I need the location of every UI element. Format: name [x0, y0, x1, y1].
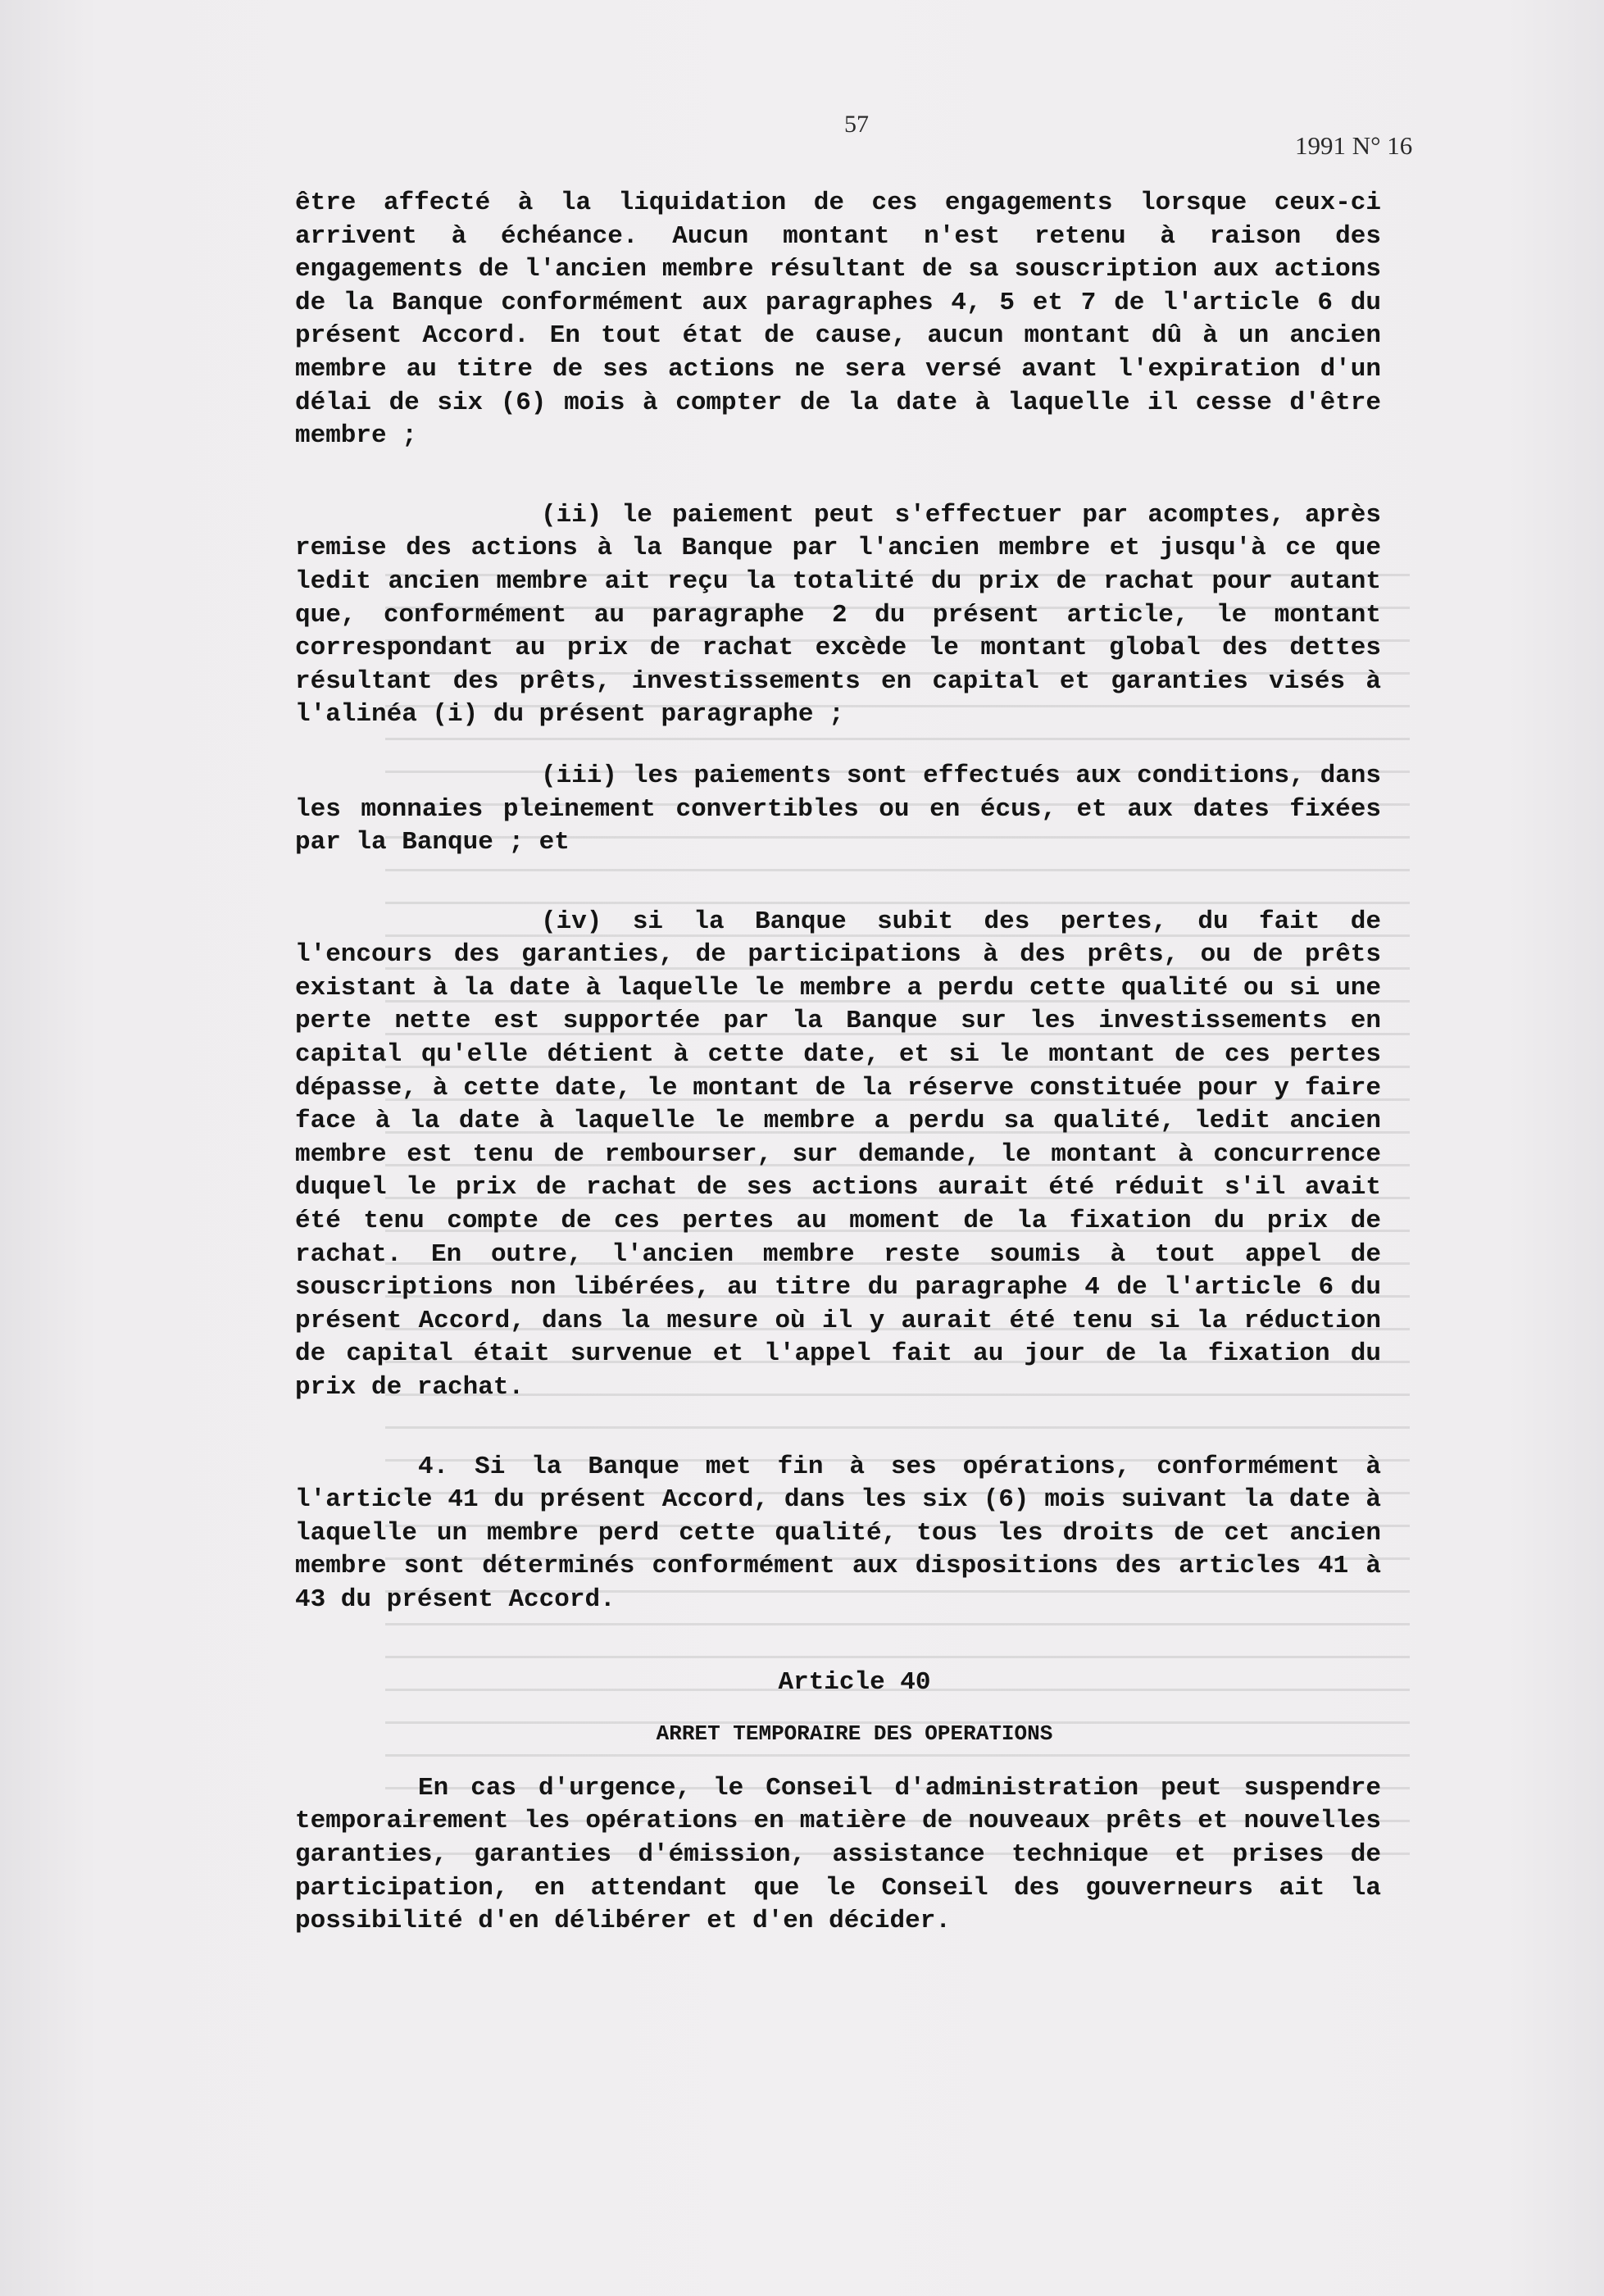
article-text: En cas d'urgence, le Conseil d'administration peut suspendre temporairement les opérations en matière de nouveaux prêts et nouvelles garanties, garanties d'émission, assistance technique et prises de participation, en attendant que le Conseil des gouverneurs ait la possibilité d'en délibérer et d'en décider. — [295, 1773, 1381, 1936]
paragraph-item-iii: (iii) les paiements sont effectués aux conditions, dans les monnaies pleinement convertibles ou en écus, et aux dates fixées par la Banque ; et — [295, 761, 1381, 857]
article-subtitle: ARRET TEMPORAIRE DES OPERATIONS — [656, 1721, 1053, 1747]
document-reference: 1991 N° 16 — [1295, 131, 1413, 160]
paragraph-item-ii: (ii) le paiement peut s'effectuer par acomptes, après remise des actions à la Banque par l'ancien membre et jusqu'à ce que ledit ancien membre ait reçu la totalité du prix de rachat pour autant que, conformément au paragraphe 2 du présent article, le montant correspondant au prix de rachat excède le montant global des dettes résultant des prêts, investissements en capital et garanties visés à l'alinéa (i) du présent paragraphe ; — [295, 500, 1381, 730]
page-number: 57 — [844, 111, 869, 138]
paragraph-continuation: être affecté à la liquidation de ces engagements lorsque ceux-ci arrivent à échéance. Aucun montant n'est retenu à raison des engagements de l'ancien membre résultant de sa souscription aux actions de la Banque conformément aux paragraphes 4, 5 et 7 de l'article 6 du présent Accord. En tout état de cause, aucun montant dû à un ancien membre au titre de ses actions ne sera versé avant l'expiration d'un délai de six (6) mois à compter de la date à laquelle il cesse d'être membre ; — [295, 189, 1381, 451]
paragraph-4: 4. Si la Banque met fin à ses opérations, conformément à l'article 41 du présent Accord, dans les six (6) mois suivant la date à laquelle un membre perd cette qualité, tous les droits de cet ancien membre sont déterminés conformément aux dispositions des articles 41 à 43 du présent Accord. — [295, 1452, 1381, 1614]
paragraph-item-iv: (iv) si la Banque subit des pertes, du fait de l'encours des garanties, de participations à des prêts, ou de prêts existant à la date à laquelle le membre a perdu cette qualité ou si une perte nette est supportée par la Banque sur les investissements en capital qu'elle détient à cette date, et si le montant de ces pertes dépasse, à cette date, le montant de la réserve constituée pour y faire face à la date à laquelle le membre a perdu sa qualité, ledit ancien membre est tenu de rembourser, sur demande, le montant à concurrence duquel le prix de rachat de ses actions aurait été réduit s'il avait été tenu compte de ces pertes au moment de la fixation du prix de rachat. En outre, l'ancien membre reste soumis à tout appel de souscriptions non libérées, au titre du paragraphe 4 de l'article 6 du présent Accord, dans la mesure où il y aurait été tenu si la réduction de capital était survenue et l'appel fait au jour de la fixation du prix de rachat. — [295, 907, 1381, 1402]
article-heading: Article 40 — [778, 1667, 931, 1697]
body-text — [295, 187, 1381, 1939]
